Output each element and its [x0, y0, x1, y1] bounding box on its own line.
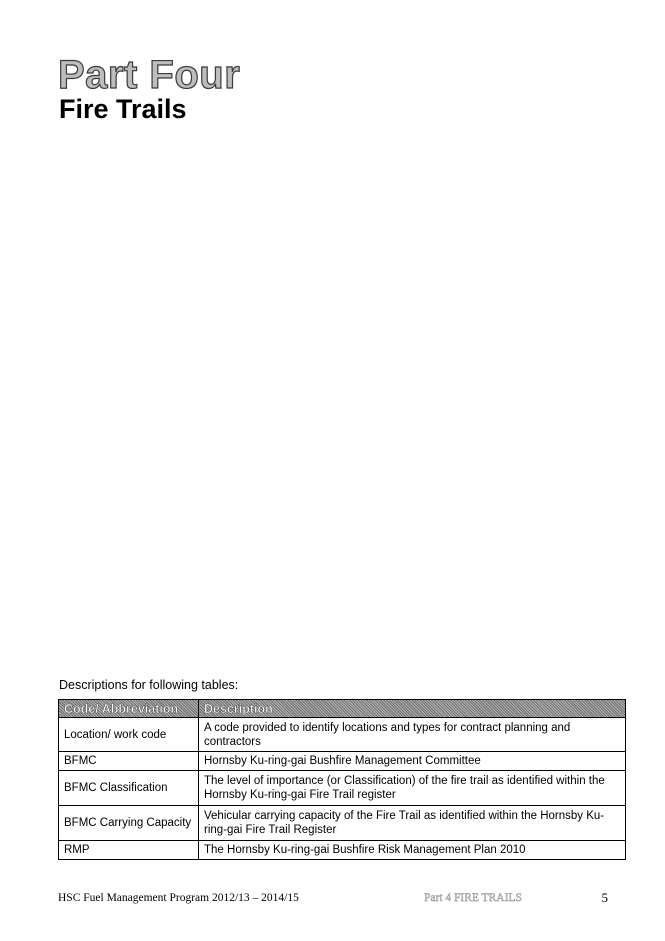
- table-row: [59, 806, 626, 841]
- table-row: [59, 718, 626, 752]
- code-cell: BFMC: [59, 752, 199, 771]
- code-cell: BFMC Carrying Capacity: [59, 806, 199, 841]
- descriptions-table-container: [58, 699, 625, 860]
- table-row: [59, 841, 626, 860]
- code-cell: Location/ work code: [59, 718, 199, 752]
- descriptions-table: [58, 699, 626, 860]
- page-number: 5: [601, 890, 608, 905]
- table-header-row: [59, 700, 626, 718]
- table-row: [59, 752, 626, 771]
- table-row: [59, 771, 626, 806]
- description-cell: The level of importance (or Classification) of the fire trail as identified within the Hornsby Ku-ring-gai Fire Trail register: [199, 771, 626, 806]
- description-cell: Hornsby Ku-ring-gai Bushfire Management Committee: [199, 752, 626, 771]
- footer-section-name: Part 4 FIRE TRAILS: [424, 892, 522, 904]
- footer-document-title: HSC Fuel Management Program 2012/13 – 2014/15: [58, 892, 299, 904]
- table-intro-text: Descriptions for following tables:: [59, 678, 239, 692]
- description-cell: A code provided to identify locations and types for contract planning and contractors: [199, 718, 626, 752]
- page-footer: [58, 890, 625, 906]
- column-header-code: Code/ Abbreviation: [59, 700, 199, 718]
- code-cell: RMP: [59, 841, 199, 860]
- section-title: Fire Trails: [59, 94, 187, 124]
- column-header-description: Description: [199, 700, 626, 718]
- description-cell: The Hornsby Ku-ring-gai Bushfire Risk Management Plan 2010: [199, 841, 626, 860]
- code-cell: BFMC Classification: [59, 771, 199, 806]
- description-cell: Vehicular carrying capacity of the Fire Trail as identified within the Hornsby Ku-ring-gai Fire Trail Register: [199, 806, 626, 841]
- part-title: Part Four: [58, 53, 241, 97]
